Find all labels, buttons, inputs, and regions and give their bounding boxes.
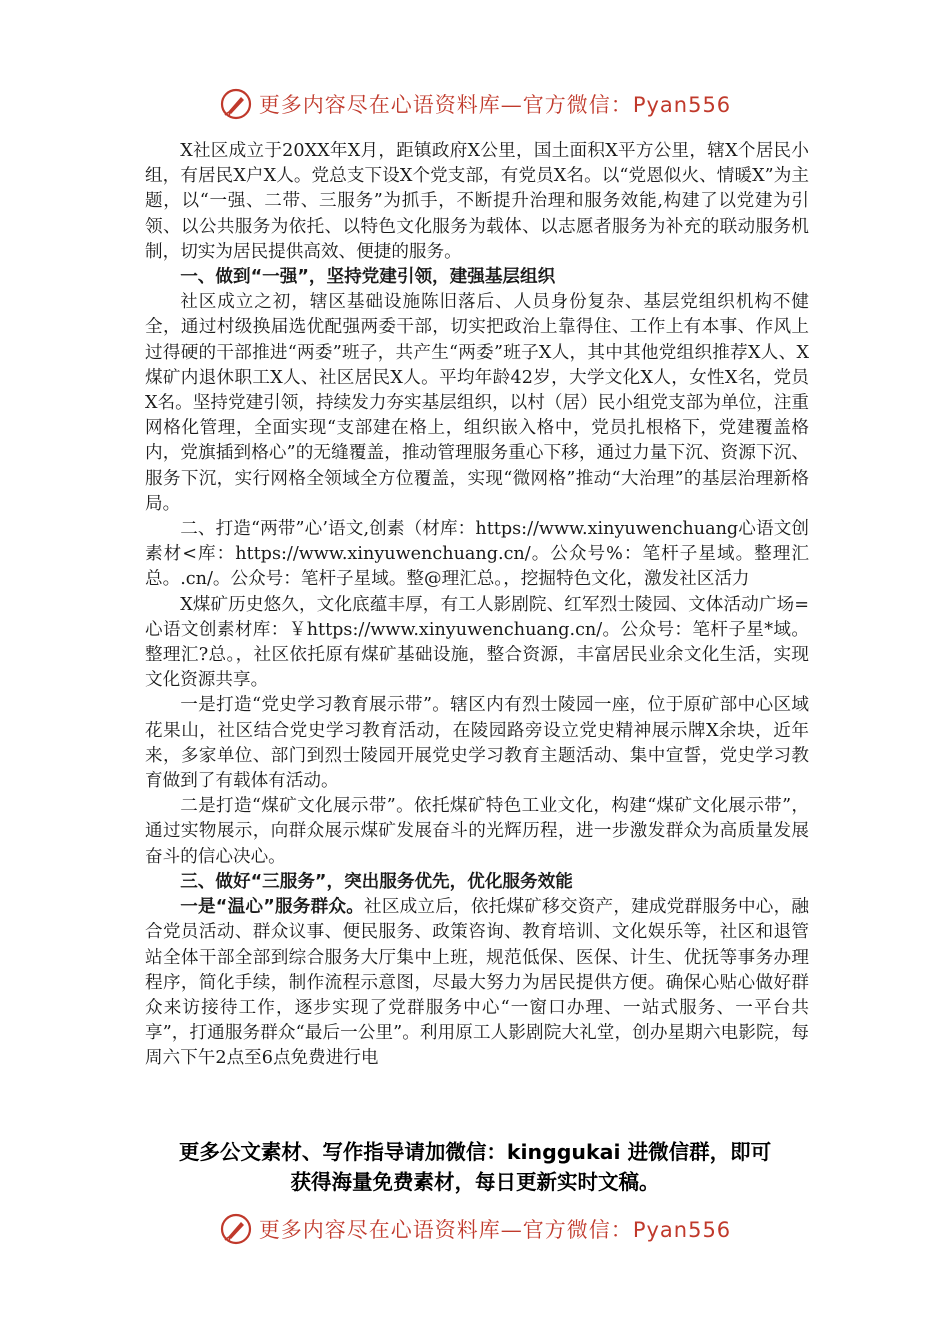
document-body (145, 139, 809, 1072)
banner-label: 更多内容尽在心语资料库—官方微信：Pyan556 (258, 93, 732, 117)
paragraph-lead: 一是“温心”服务群众。 (180, 897, 365, 918)
banner-wechat-id: Pyan556 (632, 93, 732, 117)
pen-seal-logo-icon (219, 87, 253, 121)
header-banner (0, 84, 950, 124)
promo-line-2: 获得海量免费素材，每日更新实时文稿。 (290, 1170, 660, 1194)
promo-line-1: 更多公文素材、写作指导请加微信：kinggukai 进微信群，即可 (178, 1140, 772, 1164)
promo-notice (120, 1137, 830, 1197)
section-heading-2: 二、打造“两带”心’语文,创素（材库：https://www.xinyuwenchuang心语文创素材<库：https://www.xinyuwenchuang.cn/。公众号%：笔杆子星域。整理汇总。.cn/。公众号：笔杆子星域。整@理汇总。，挖掘特色文化，激发社区活力 (145, 519, 809, 590)
banner-label: 更多内容尽在心语资料库—官方微信：Pyan556 (258, 1218, 732, 1242)
section-heading-1: 一、做到“一强”，坚持党建引领，建强基层组织 (180, 267, 556, 288)
paragraph-section-1: 社区成立之初，辖区基础设施陈旧落后、人员身份复杂、基层党组织机构不健全，通过村级换届选优配强两委干部，切实把政治上靠得住、工作上有本事、作风上过得硬的干部推进“两委”班子，共产生“两委”班子X人，其中其他党组织推荐X人、X煤矿内退休职工X人、社区居民X人。平均年龄42岁，大学文化X人，女性X名，党员X名。坚持党建引领，持续发力夯实基层组织，以村（居）民小组党支部为单位，注重网格化管理，全面实现“支部建在格上，组织嵌入格中，党员扎根格下，党建覆盖格内，党旗插到格心”的无缝覆盖，推动管理服务重心下移，通过力量下沉、资源下沉、服务下沉，实行网格全领域全方位覆盖，实现“微网格”推动“大治理”的基层治理新格局。 (145, 292, 809, 514)
pen-seal-logo-icon (219, 1212, 253, 1246)
paragraph-section-3 (145, 895, 809, 1071)
footer-banner (0, 1209, 950, 1249)
paragraph-section-2: X煤矿历史悠久，文化底蕴丰厚，有工人影剧院、红军烈士陵园、文体活动广场=心语文创素材库：￥https://www.xinyuwenchuang.cn/。公众号：笔杆子星*域。整理汇?总。，社区依托原有煤矿基础设施，整合资源，丰富居民业余文化生活，实现文化资源共享。 (145, 594, 809, 691)
paragraph-section-3-text: 社区成立后，依托煤矿移交资产，建成党群服务中心，融合党员活动、群众议事、便民服务、政策咨询、教育培训、文化娱乐等，社区和退管站全体干部全部到综合服务大厅集中上班，规范低保、医保、计生、优抚等事务办理程序，简化手续，制作流程示意图，尽最大努力为居民提供方便。确保心贴心做好群众来访接待工作，逐步实现了党群服务中心“一窗口办理、一站式服务、一平台共享”，打通服务群众“最后一公里”。利用原工人影剧院大礼堂，创办星期六电影院，每周六下午2点至6点免费进行电 (145, 897, 809, 1069)
banner-wechat-id: Pyan556 (632, 1218, 732, 1242)
section-heading-3: 三、做好“三服务”，突出服务优先，优化服务效能 (180, 871, 573, 892)
paragraph-coal-culture: 二是打造“煤矿文化展示带”。依托煤矿特色工业文化，构建“煤矿文化展示带”，通过实物展示，向群众展示煤矿发展奋斗的光辉历程，进一步激发群众为高质量发展奋斗的信心决心。 (145, 796, 809, 867)
paragraph-party-history: 一是打造“党史学习教育展示带”。辖区内有烈士陵园一座，位于原矿部中心区域花果山，社区结合党史学习教育活动，在陵园路旁设立党史精神展示牌X余块，近年来，多家单位、部门到烈士陵园开展党史学习教育主题活动、集中宣誓，党史学习教育做到了有载体有活动。 (145, 695, 809, 792)
paragraph-intro: X社区成立于20XX年X月，距镇政府X公里，国土面积X平方公里，辖X个居民小组，有居民X户X人。党总支下设X个党支部，有党员X名。以“党恩似火、情暖X”为主题，以“一强、二带、三服务”为抓手，不断提升治理和服务效能,构建了以党建为引领、以公共服务为依托、以特色文化服务为载体、以志愿者服务为补充的联动服务机制，切实为居民提供高效、便捷的服务。 (145, 141, 809, 262)
